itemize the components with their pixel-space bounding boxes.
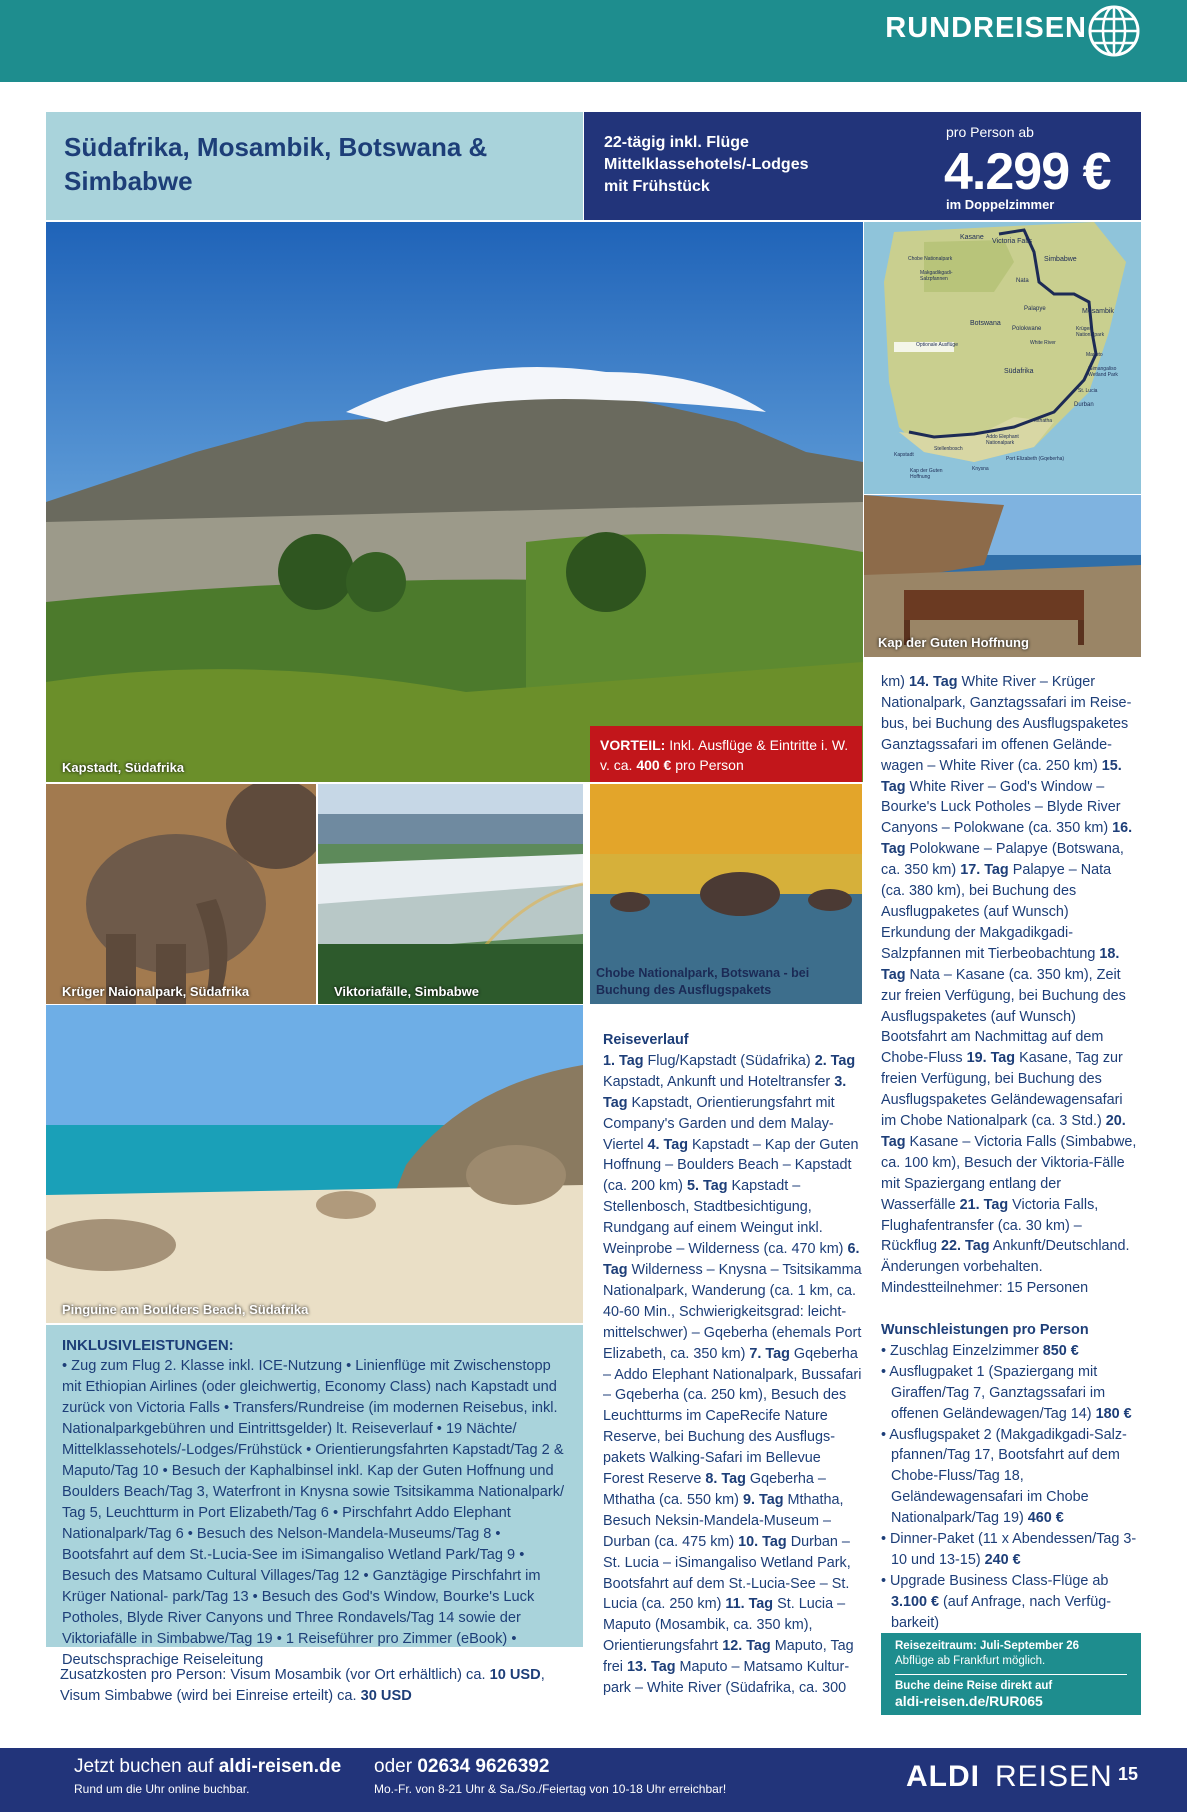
optional-item: • Ausflugpaket 1 (Spaziergang mit Giraffen/Tag 7, Ganztagssafari im offenen Geländewagen/Tag 14) 180 €	[881, 1363, 1132, 1422]
map-label-white-river: White River	[1030, 340, 1056, 346]
map-label-victoria-falls: Victoria Falls	[992, 238, 1032, 245]
itinerary-column-1	[603, 1030, 863, 1699]
map-label-kapstadt: Kapstadt	[894, 452, 914, 458]
extra-text-1: Zusatzkosten pro Person: Visum Mosambik (vor Ort erhältlich) ca.	[60, 1667, 486, 1683]
advantage-amount: 400 €	[636, 757, 672, 773]
itinerary-note-min: Mindestteilnehmer: 15 Personen	[881, 1280, 1089, 1297]
caption-hippos: Chobe Nationalpark, Botswana - bei Buchung des Ausflugspakets	[596, 966, 810, 997]
optional-item: • Ausflugspaket 2 (Makgadikgadi-Salzpfannen/Tag 17, Bootsfahrt auf dem Chobe-Fluss/Tag 18, Geländewagensafari im Chobe Nationalpark/Tag 19) 460 €	[881, 1426, 1127, 1527]
map-label-port-elizabeth: Port Elizabeth (Gqeberha)	[1006, 456, 1065, 462]
advantage-suffix: pro Person	[675, 757, 744, 773]
optional-heading: Wunschleistungen pro Person	[881, 1322, 1089, 1338]
map-label-addo: Addo Elephant Nationalpark	[986, 434, 1019, 446]
book-direct-text: Buche deine Reise direkt auf	[895, 1680, 1053, 1692]
itinerary-note-changes: Änderungen vorbehalten.	[881, 1259, 1043, 1276]
day-description: Maputo, Tag frei	[603, 1638, 854, 1676]
brand-logo: ALDI	[906, 1760, 980, 1793]
day-description: Ankunft/Deutschland.	[989, 1238, 1130, 1255]
page-number: 15	[1118, 1764, 1139, 1784]
day-description: km)	[881, 674, 909, 690]
day-description: Kasane, Tag zur freien Verfügung, bei Buchung des Ausflugspaketes Geländewagensafari im Chobe Nationalpark (ca. 3 Std.)	[881, 1050, 1123, 1130]
day-label: 14. Tag	[908, 674, 958, 690]
map-label-durban: Durban	[1074, 402, 1094, 408]
day-description: Kasane – Victoria Falls (Simbabwe, ca. 100 km), Besuch der Viktoria-Fälle mit Spaziergang entlang der Wasserfälle	[881, 1133, 1137, 1213]
penguins-photo	[46, 1005, 583, 1323]
booking-code-link[interactable]: aldi-reisen.de/RUR065	[895, 1693, 1043, 1709]
map-label-simbabwe: Simbabwe	[1044, 256, 1077, 263]
itinerary-heading: Reiseverlauf	[603, 1032, 689, 1048]
day-description: Kapstadt – Kap der Guten Hoffnung – Boulders Beach – Kapstadt (ca. 200 km)	[603, 1136, 859, 1195]
day-label: 2. Tag	[814, 1052, 856, 1069]
inclusive-heading: INKLUSIVLEISTUNGEN:	[62, 1337, 234, 1354]
day-description: St. Lucia – Maputo (Mosambik, ca. 350 km), Orientierungsfahrt	[603, 1596, 846, 1655]
day-description: Palapye – Nata (ca. 380 km), bei Buchung des Ausflugpaketes (auf Wunsch) Erkundung der Makgadikgadi-Salzpfannen mit Tierbeobachtung	[881, 862, 1112, 962]
advantage-label: VORTEIL:	[600, 737, 666, 753]
day-description: Kapstadt, Ankunft und Hoteltransfer	[603, 1073, 835, 1090]
day-label: 3. Tag	[603, 1073, 847, 1111]
map-label-nata: Nata	[1016, 278, 1029, 284]
day-label: 1. Tag	[603, 1052, 644, 1069]
section-title: RUNDREISEN	[885, 12, 1087, 44]
advantage-box	[590, 726, 862, 782]
route-map	[864, 222, 1141, 494]
footer-online-note: Rund um die Uhr online buchbar.	[74, 1782, 250, 1796]
price-prefix: pro Person ab	[946, 124, 1034, 140]
day-description: Victoria Falls, Flughafentransfer (ca. 30 km) – Rückflug	[881, 1196, 1099, 1255]
map-label-maputo: Maputo	[1086, 352, 1103, 358]
capetown-photo	[46, 222, 863, 782]
footer-book-now: Jetzt buchen auf aldi-reisen.de	[74, 1756, 342, 1777]
footer-hours: Mo.-Fr. von 8-21 Uhr & Sa./So./Feiertag von 10-18 Uhr erreichbar!	[374, 1782, 727, 1796]
itinerary-column-2	[881, 672, 1139, 1299]
caption-penguins: Pinguine am Boulders Beach, Südafrika	[62, 1302, 309, 1317]
day-label: 18. Tag	[881, 945, 1120, 983]
map-label-knysna: Knysna	[972, 466, 989, 472]
day-label: 8. Tag	[705, 1471, 746, 1488]
day-label: 10. Tag	[738, 1533, 787, 1550]
price-box	[584, 112, 1141, 220]
map-label-st-lucia: St. Lucia	[1078, 388, 1098, 394]
day-label: 15. Tag	[881, 757, 1122, 795]
day-description: Polokwane – Palapye (Botswana, ca. 350 km)	[881, 841, 1124, 879]
footer-site-link[interactable]: aldi-reisen.de	[218, 1756, 342, 1777]
day-label: 12. Tag	[722, 1638, 771, 1655]
day-description: White River – God's Window – Bourke's Luck Potholes – Blyde River Canyons – Polokwane (ca. 350 km)	[881, 778, 1121, 837]
footer	[0, 1748, 1187, 1812]
optional-list	[881, 1341, 1143, 1634]
map-label-isimangaliso: iSimangaliso Wetland Park	[1088, 366, 1118, 378]
price: 4.299 €	[944, 143, 1111, 201]
day-label: 20. Tag	[881, 1113, 1126, 1150]
day-label: 16. Tag	[881, 820, 1133, 858]
caption-capetown: Kapstadt, Südafrika	[62, 760, 185, 775]
day-label: 17. Tag	[960, 862, 1009, 879]
map-label-suedafrika: Südafrika	[1004, 368, 1034, 375]
map-label-kasane: Kasane	[960, 234, 984, 241]
optional-item: • Dinner-Paket (11 x Abendessen/Tag 3-10 und 13-15) 240 €	[881, 1531, 1137, 1568]
day-description: Gqeberha – Mthatha (ca. 550 km)	[603, 1471, 826, 1508]
elephant-photo	[46, 784, 316, 1004]
duration-text: 22-tägig inkl. Flüge Mittelklassehotels/-Lodges mit Frühstück	[604, 134, 809, 195]
day-description: Kapstadt – Stellenbosch, Stadtbesichtigung, Rundgang auf einem Weingut inkl. Weinprobe – Wilderness (ca. 470 km)	[603, 1178, 848, 1258]
day-description: White River – Krüger Nationalpark, Ganztagssafari im Reisebus, bei Buchung des Ausflugspaketes Ganztagssafari im offenen Geländewagen – White River (ca. 250 km)	[881, 674, 1132, 774]
caption-kruger: Krüger Naionalpark, Südafrika	[62, 984, 250, 999]
map-label-chobe: Chobe Nationalpark	[908, 256, 953, 262]
itinerary-text-2	[881, 672, 1139, 1257]
day-label: 19. Tag	[966, 1050, 1016, 1067]
day-label: 11. Tag	[725, 1596, 774, 1613]
extra-text-2: , Visum Simbabwe (wird bei Einreise erteilt) ca.	[60, 1667, 545, 1704]
day-description: Durban – St. Lucia – iSimangaliso Wetland Park, Bootsfahrt auf dem St.-Lucia-See – St. Lucia (ca. 250 km)	[603, 1533, 851, 1613]
day-label: 6. Tag	[603, 1241, 860, 1278]
map-label-mosambik: Mosambik	[1082, 308, 1114, 315]
extra-costs	[60, 1665, 580, 1707]
optional-item: • Zuschlag Einzelzimmer 850 €	[881, 1342, 1079, 1359]
globe-icon	[1087, 4, 1141, 58]
map-label-botswana: Botswana	[970, 320, 1001, 327]
optional-services	[881, 1320, 1143, 1634]
departure-note: Abflüge ab Frankfurt möglich.	[895, 1655, 1046, 1667]
map-label-palapye: Palapye	[1024, 306, 1046, 312]
day-label: 22. Tag	[941, 1238, 990, 1255]
day-label: 7. Tag	[749, 1345, 790, 1362]
booking-info-box	[881, 1633, 1141, 1715]
footer-phone-line: oder 02634 9626392	[374, 1756, 550, 1777]
extra-amount-1: 10 USD	[489, 1667, 541, 1683]
inclusive-box	[46, 1325, 583, 1668]
map-label-stellenbosch: Stellenbosch	[934, 446, 963, 452]
optional-item: • Upgrade Business Class-Flüge ab 3.100 € (auf Anfrage, nach Verfügbarkeit)	[881, 1572, 1112, 1631]
map-label-mthatha: Mthatha	[1034, 418, 1053, 424]
day-label: 4. Tag	[647, 1136, 689, 1153]
day-label: 21. Tag	[959, 1196, 1009, 1213]
day-description: Maputo – Matsamo Kulturpark – White River (Südafrika, ca. 300	[603, 1659, 850, 1697]
day-description: Nata – Kasane (ca. 350 km), Zeit zur freien Verfügung, bei Buchung des Ausflugspaketes (auf Wunsch) Bootsfahrt am Nachmittag auf dem Chobe-Fluss	[881, 966, 1126, 1067]
room-type: im Doppelzimmer	[946, 197, 1055, 212]
day-description: Flug/Kapstadt (Südafrika)	[643, 1052, 815, 1069]
title-box	[46, 112, 583, 220]
map-label-polokwane: Polokwane	[1012, 326, 1042, 332]
map-label-kruger: Krüger Nationalpark	[1076, 326, 1105, 338]
day-description: Wilderness – Knysna – Tsitsikamma Nationalpark, Wanderung (ca. 1 km, ca. 40-60 Min., Schwierigkeitsgrad: leicht-mittelschwer) – Gqeberha (ehemals Port Elizabeth, ca. 350 km)	[603, 1261, 862, 1362]
map-label-kap: Kap der Guten Hoffnung	[910, 468, 943, 480]
inclusive-text: • Zug zum Flug 2. Klasse inkl. ICE-Nutzung • Linienflüge mit Zwischenstopp mit Ethiopian Airlines (oder gleichwertig, Economy Class) nach Kapstadt und zurück von Victoria Falls • Transfers/Rundreise (im modernen Reisebus, inkl. Nationalparkgebühren und Eintrittsgelder) lt. Reiseverlauf • 19 Nächte/ Mittelklassehotels/-Lodges/Frühstück • Orientierungsfahrten Kapstadt/Tag 2 & Maputo/Tag 10 • Besuch der Kaphalbinsel inkl. Kap der Guten Hoffnung und Boulders Beach/Tag 3, Waterfront in Knysna sowie Tsitsikamma Nationalpark/ Tag 5, Leuchtturm in Port Elizabeth/Tag 6 • Pirschfahrt Addo Elephant Nationalpark/Tag 6 • Besuch des Nelson-Mandela-Museums/Tag 8 • Bootsfahrt auf dem St.-Lucia-See im iSimangaliso Wetland Park/Tag 9 • Besuch des Matsamo Cultural Villages/Tag 12 • Ganztägige Pirschfahrt im Krüger National- park/Tag 13 • Besuch des God's Window, Bourke's Luck Potholes, Blyde River Canyons und Three Rondavels/Tag 14 sowie der Viktoriafälle in Simbabwe/Tag 19 • 1 Reiseführer pro Zimmer (eBook) • Deutschsprachige Reiseleitung	[62, 1358, 565, 1668]
day-label: 9. Tag	[742, 1491, 784, 1508]
day-label: 13. Tag	[627, 1659, 676, 1676]
map-label-optional: Optionale Ausflüge	[916, 342, 958, 348]
page-title: Südafrika, Mosambik, Botswana & Simbabwe	[64, 132, 488, 196]
day-label: 5. Tag	[686, 1178, 728, 1195]
top-banner	[0, 0, 1187, 82]
advantage-text: Inkl. Ausflüge & Eintritte i. W. v. ca.	[600, 737, 849, 773]
brand-logo-2: REISEN	[995, 1760, 1113, 1793]
extra-amount-2: 30 USD	[360, 1688, 412, 1704]
cape-photo	[864, 495, 1141, 657]
day-description: Kapstadt, Orientierungsfahrt mit Company's Garden und dem Malay-Viertel	[603, 1094, 835, 1153]
day-description: Mthatha, Besuch Neksin-Mandela-Museum – Durban (ca. 475 km)	[603, 1491, 844, 1550]
caption-victoria: Viktoriafälle, Simbabwe	[334, 984, 479, 999]
footer-phone[interactable]: 02634 9626392	[417, 1756, 550, 1777]
victoria-falls-photo	[318, 784, 583, 1004]
map-label-salt-pans: Makgadikgadi-Salzpfannen	[920, 270, 953, 282]
caption-cape: Kap der Guten Hoffnung	[878, 635, 1029, 650]
travel-period: Reisezeitraum: Juli-September 26	[895, 1640, 1080, 1652]
day-description: Gqeberha – Addo Elephant Nationalpark, Bussafari – Gqeberha (ca. 250 km), Besuch des Leuchtturms im CapeRecife Nature Reserve, bei Buchung des Ausflugspakets Walking-Safari im Bellevue Forest Reserve	[603, 1345, 862, 1488]
itinerary-text-1	[603, 1051, 863, 1699]
